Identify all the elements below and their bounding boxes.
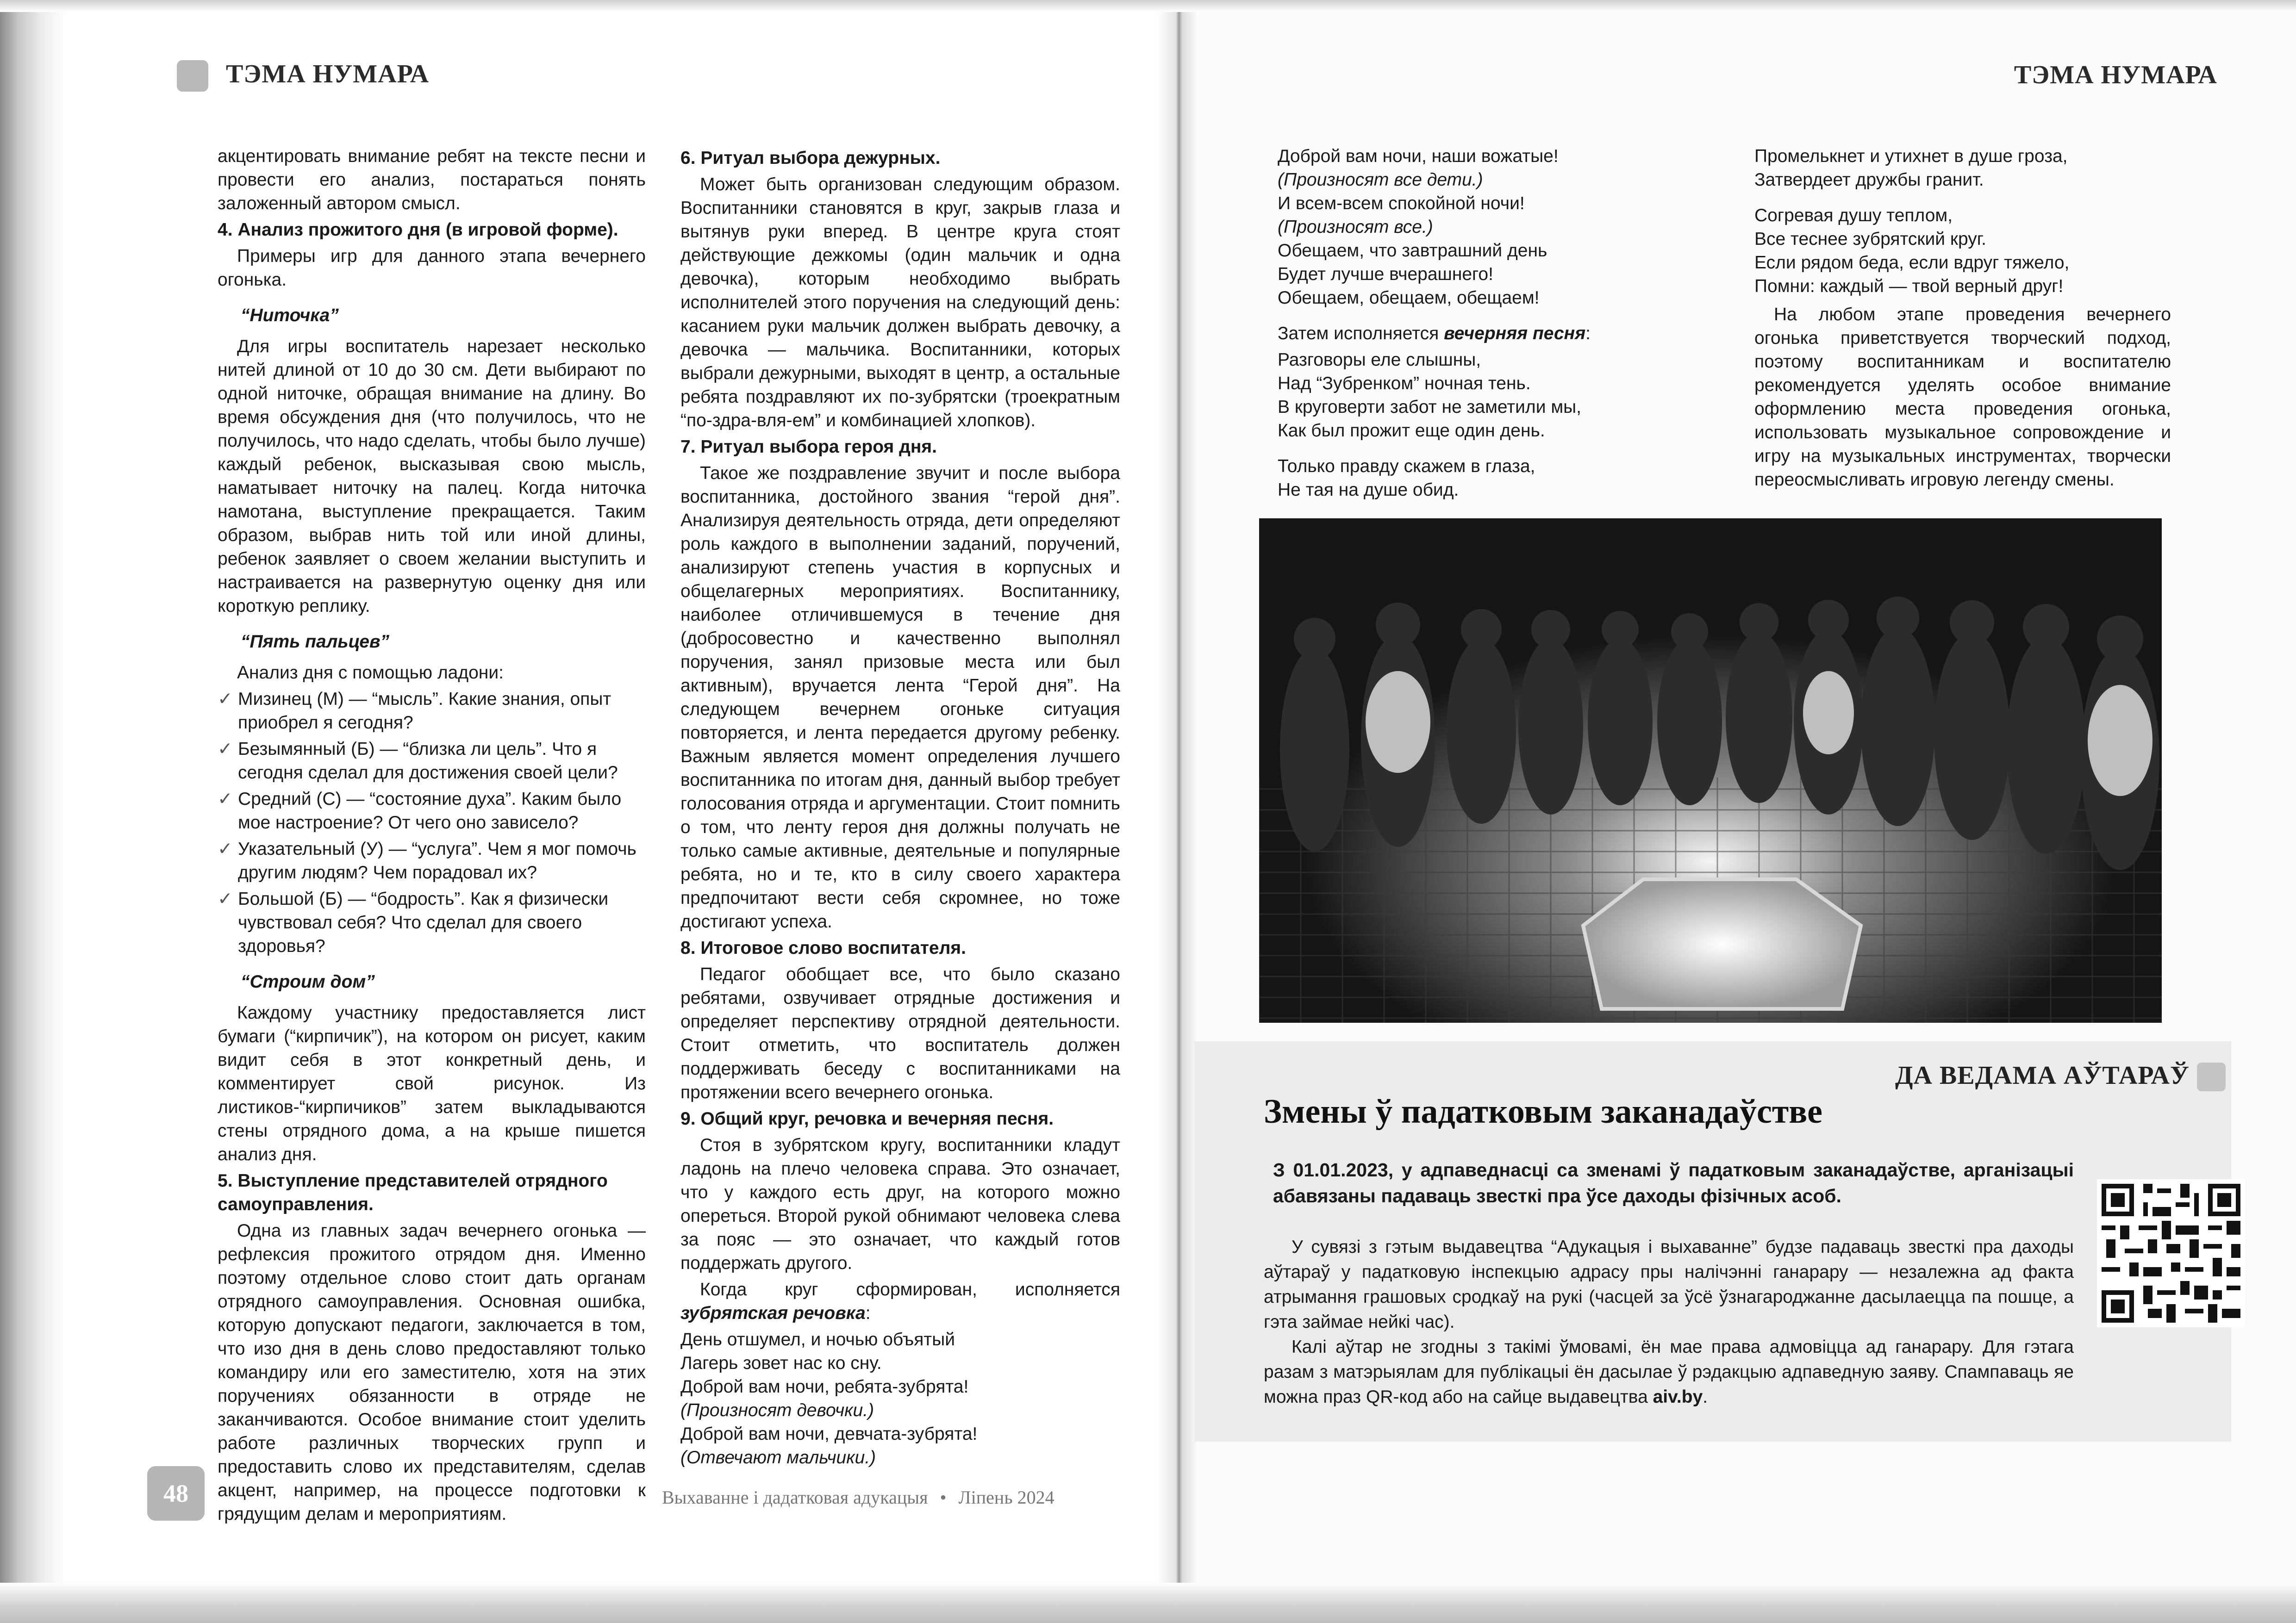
game-title-nitochka: “Ниточка” [241, 305, 339, 325]
paragraph: Стоя в зубрятском кругу, воспитанники кладут ладонь на плечо человека справа. Это означает, что у каждого есть друг, на которого можно опереться. Второй рукой обнимают человека слева за пояс — это означает, что каждый готов поддержать другого. [680, 1135, 1120, 1273]
site-link[interactable]: aiv.by [1653, 1387, 1703, 1407]
step-heading-9: 9. Общий круг, речовка и вечерняя песня. [680, 1109, 1054, 1129]
list-item: ✓ Безымянный (Б) — “близка ли цель”. Что я сегодня сделал для достижения своей цели? [218, 737, 646, 784]
photo-illustration [1259, 518, 2162, 1023]
notice-body [1264, 1235, 2074, 1410]
finger-list [218, 687, 646, 958]
paragraph: Анализ дня с помощью ладони: [237, 663, 504, 683]
paragraph: На любом этапе проведения вечернего огонька приветствуется творческий подход, поэтому воспитанникам и воспитателю рекомендуется уделять особое внимание оформлению места проведения огонька, использовать музыкальное сопровождение и игру на музыкальных инструментах, творчески переосмысливать игровую легенду смены. [1754, 305, 2171, 490]
song-verse: Только правду скажем в глаза, Не тая на душе обид. [1278, 456, 1535, 500]
step-heading-5: 5. Выступление представителей отрядного самоуправления. [218, 1171, 608, 1214]
paragraph: Затем исполняется вечерняя песня: [1278, 323, 1591, 343]
paragraph: Одна из главных задач вечернего огонька — рефлексия прожитого отрядом дня. Именно поэтому отдельное слово стоит дать органам отрядного самоуправления. Основная ошибка, которую допускают педагоги, заключается в том, что изо дня в день слово предоставляют только командиру или его заместителю, хотя на этих поручениях обязанности в отряде не заканчиваются. Особое внимание стоит уделить работе различных творческих групп и предоставить слово их представителям, сделав акцент, например, на процессе подготовки к грядущим делам и мероприятиям. [218, 1221, 646, 1524]
book-gutter [1157, 0, 1199, 1623]
right-column-1 [1278, 144, 1717, 502]
check-icon: ✓ [218, 689, 233, 709]
step-heading-6: 6. Ритуал выбора дежурных. [680, 148, 941, 168]
list-item: ✓ Большой (Б) — “бодрость”. Как я физически чувствовал себя? Что сделал для своего здоровья? [218, 887, 646, 958]
qr-code-icon [2097, 1179, 2245, 1327]
paragraph: Может быть организован следующим образом. Воспитанники становятся в круг, закрыв глаза и вытянув руки вперед. В центре круга стоят действующие дежкомы (один мальчик и одна девочка), которым необходимо выбрать исполнителей этого поручения на следующий день: касанием руки мальчик должен выбрать девочку, а девочка — мальчика. Воспитанники, которых выбрали дежурными, выходят в центр, а остальные ребята поздравляют их по-зубрятски (троекратным “по-здра-вля-ем” и комбинацией хлопков). [680, 174, 1120, 430]
game-title-build-house: “Строим дом” [241, 972, 375, 992]
list-item: ✓ Мизинец (М) — “мысль”. Какие знания, опыт приобрел я сегодня? [218, 687, 646, 734]
song-verse: Промелькнет и утихнет в душе гроза, Затвердеет дружбы гранит. [1754, 146, 2068, 190]
notice-banner: ДА ВЕДАМА АЎТАРАЎ [1895, 1061, 2190, 1090]
song-verse: Согревая душу теплом, Все теснее зубрятский круг. Если рядом беда, если вдруг тяжело, Помни: каждый — твой верный друг! [1754, 205, 2070, 296]
list-item: ✓ Средний (С) — “состояние духа”. Каким было мое настроение? От чего оно зависело? [218, 787, 646, 834]
list-item: ✓ Указательный (У) — “услуга”. Чем я мог помочь другим людям? Чем порадовал их? [218, 837, 646, 884]
paragraph: Для игры воспитатель нарезает несколько нитей длиной от 10 до 30 см. Дети выбирают по одной ниточке, обращая внимание на длину. Во время обсуждения дня (что получилось, что не получилось, что надо сделать, чтобы было лучше) каждый ребенок, высказывая свою мысль, наматывает ниточку на палец. Когда ниточка намотана, выступление прекращается. Таким образом, выбрав нить той или иной длины, ребенок заявляет о своем желании выступить и настраивается на развернутую оценку дня или короткую реплику. [218, 336, 646, 616]
song-verse: Разговоры еле слышны, Над “Зубренком” ночная тень. В круговерти забот не заметили мы, Как был прожит еще один день. [1278, 350, 1581, 441]
section-marker [177, 60, 208, 92]
game-title-five-fingers: “Пять пальцев” [241, 632, 390, 652]
paragraph: Такое же поздравление звучит и после выбора воспитанника, достойного звания “герой дня”. Анализируя деятельность отряда, дети определяют роль каждого в выполнении заданий, поручений, анализируют степень участия в корпусных и общелагерных мероприятиях. Воспитаннику, наиболее отличившемуся в течение дня (добросовестно и качественно выполнял поручения, занял призовые места или был активным), вручается лента “Герой дня”. На следующем вечернем огоньке ситуация повторяется, и лента передается другому ребенку. Важным является момент определения лучшего воспитанника по итогам дня, данный выбор требует голосования отряда и аргументации. Стоит помнить о том, что ленту героя дня должны получать не только самые активные, деятельные и популярные ребята, но и те, кто в силу своего характера предпочитают вести себя скромнее, но тоже достигают успеха. [680, 463, 1120, 932]
journal-footer: Выхаванне і дадатковая адукацыя • Ліпень 2024 [662, 1487, 1054, 1508]
notice-lead: З 01.01.2023, у адпаведнасці са зменамі ў падатковым заканадаўстве, арганізацыі абавязаны падаваць звесткі пра ўсе даходы фізічных асоб. [1273, 1159, 2074, 1206]
right-column-2 [1754, 144, 2171, 494]
authors-notice-box [1194, 1041, 2231, 1442]
chant-verse-continued: Доброй вам ночи, наши вожатые! (Произносят все дети.) И всем-всем спокойной ночи! (Произносят все.) Обещаем, что завтрашний день Будет лучше вчерашнего! Обещаем, обещаем, обещаем! [1278, 146, 1559, 308]
check-icon: ✓ [218, 789, 233, 809]
qr-code[interactable] [2097, 1179, 2245, 1327]
paragraph: Калі аўтар не згодны з такімі ўмовамі, ён мае права адмовіцца ад ганарару. Для гэтага разам з матэрыялам для публікацыі ён дасылае ў рэдакцыю адпаведную заяву. Спампаваць яе можна праз QR-код або на сайце выдавецтва aiv.by. [1264, 1337, 2074, 1407]
left-column-1 [218, 144, 646, 1529]
paragraph: акцентировать внимание ребят на тексте песни и провести его анализ, постараться понять заложенный автором смысл. [218, 146, 646, 213]
step-heading-8: 8. Итоговое слово воспитателя. [680, 938, 966, 958]
check-icon: ✓ [218, 739, 233, 759]
left-column-2 [680, 144, 1120, 1469]
check-icon: ✓ [218, 889, 233, 909]
paragraph: Педагог обобщает все, что было сказано ребятами, озвучивает отрядные достижения и определяет перспективу отрядной деятельности. Стоит отметить, что воспитатель должен поддерживать беседу с воспитанниками на протяжении всего вечернего огонька. [680, 964, 1120, 1102]
notice-title: Змены ў падатковым заканадаўстве [1264, 1093, 1823, 1131]
section-marker [2197, 1063, 2226, 1091]
step-heading-7: 7. Ритуал выбора героя дня. [680, 437, 937, 457]
paragraph: У сувязі з гэтым выдавецтва “Адукацыя і выхаванне” будзе падаваць звесткі пра даходы аўтараў у падатковую інспекцыю адрасу пры налічэнні ганарару — незалежна ад факта атрымання грашовых сродкаў на рукі (часцей за ўсё ўзнагароджанне дасылаецца па пошце, а гэта займае нейкі час). [1264, 1237, 2074, 1332]
step-heading-4: 4. Анализ прожитого дня (в игровой форме). [218, 220, 618, 240]
check-icon: ✓ [218, 839, 233, 859]
scan-edge-top [0, 0, 2296, 12]
paragraph: Каждому участнику предоставляется лист бумаги (“кирпичик”), на котором он рисует, каким видит себя в этот конкретный день, и комментирует свой рисунок. Из листиков-“кирпичиков” затем выкладываются стены отрядного дома, а на крыше пишется анализ дня. [218, 1003, 646, 1164]
scan-edge-bottom [0, 1583, 2296, 1623]
page-edge-shadow [0, 0, 65, 1623]
section-title-right: ТЭМА НУМАРА [2014, 61, 2217, 89]
paragraph: Когда круг сформирован, исполняется зубрятская речовка: [680, 1280, 1120, 1323]
section-title-left: ТЭМА НУМАРА [226, 60, 430, 88]
page-number: 48 [147, 1466, 205, 1521]
chant-verse: День отшумел, и ночью объятый Лагерь зовет нас ко сну. Доброй вам ночи, ребята-зубрята! (Произносят девочки.) Доброй вам ночи, девчата-зубрята! (Отвечают мальчики.) [680, 1330, 978, 1468]
paragraph: Примеры игр для данного этапа вечернего огонька. [218, 246, 646, 290]
campfire-circle-photo [1259, 518, 2162, 1023]
